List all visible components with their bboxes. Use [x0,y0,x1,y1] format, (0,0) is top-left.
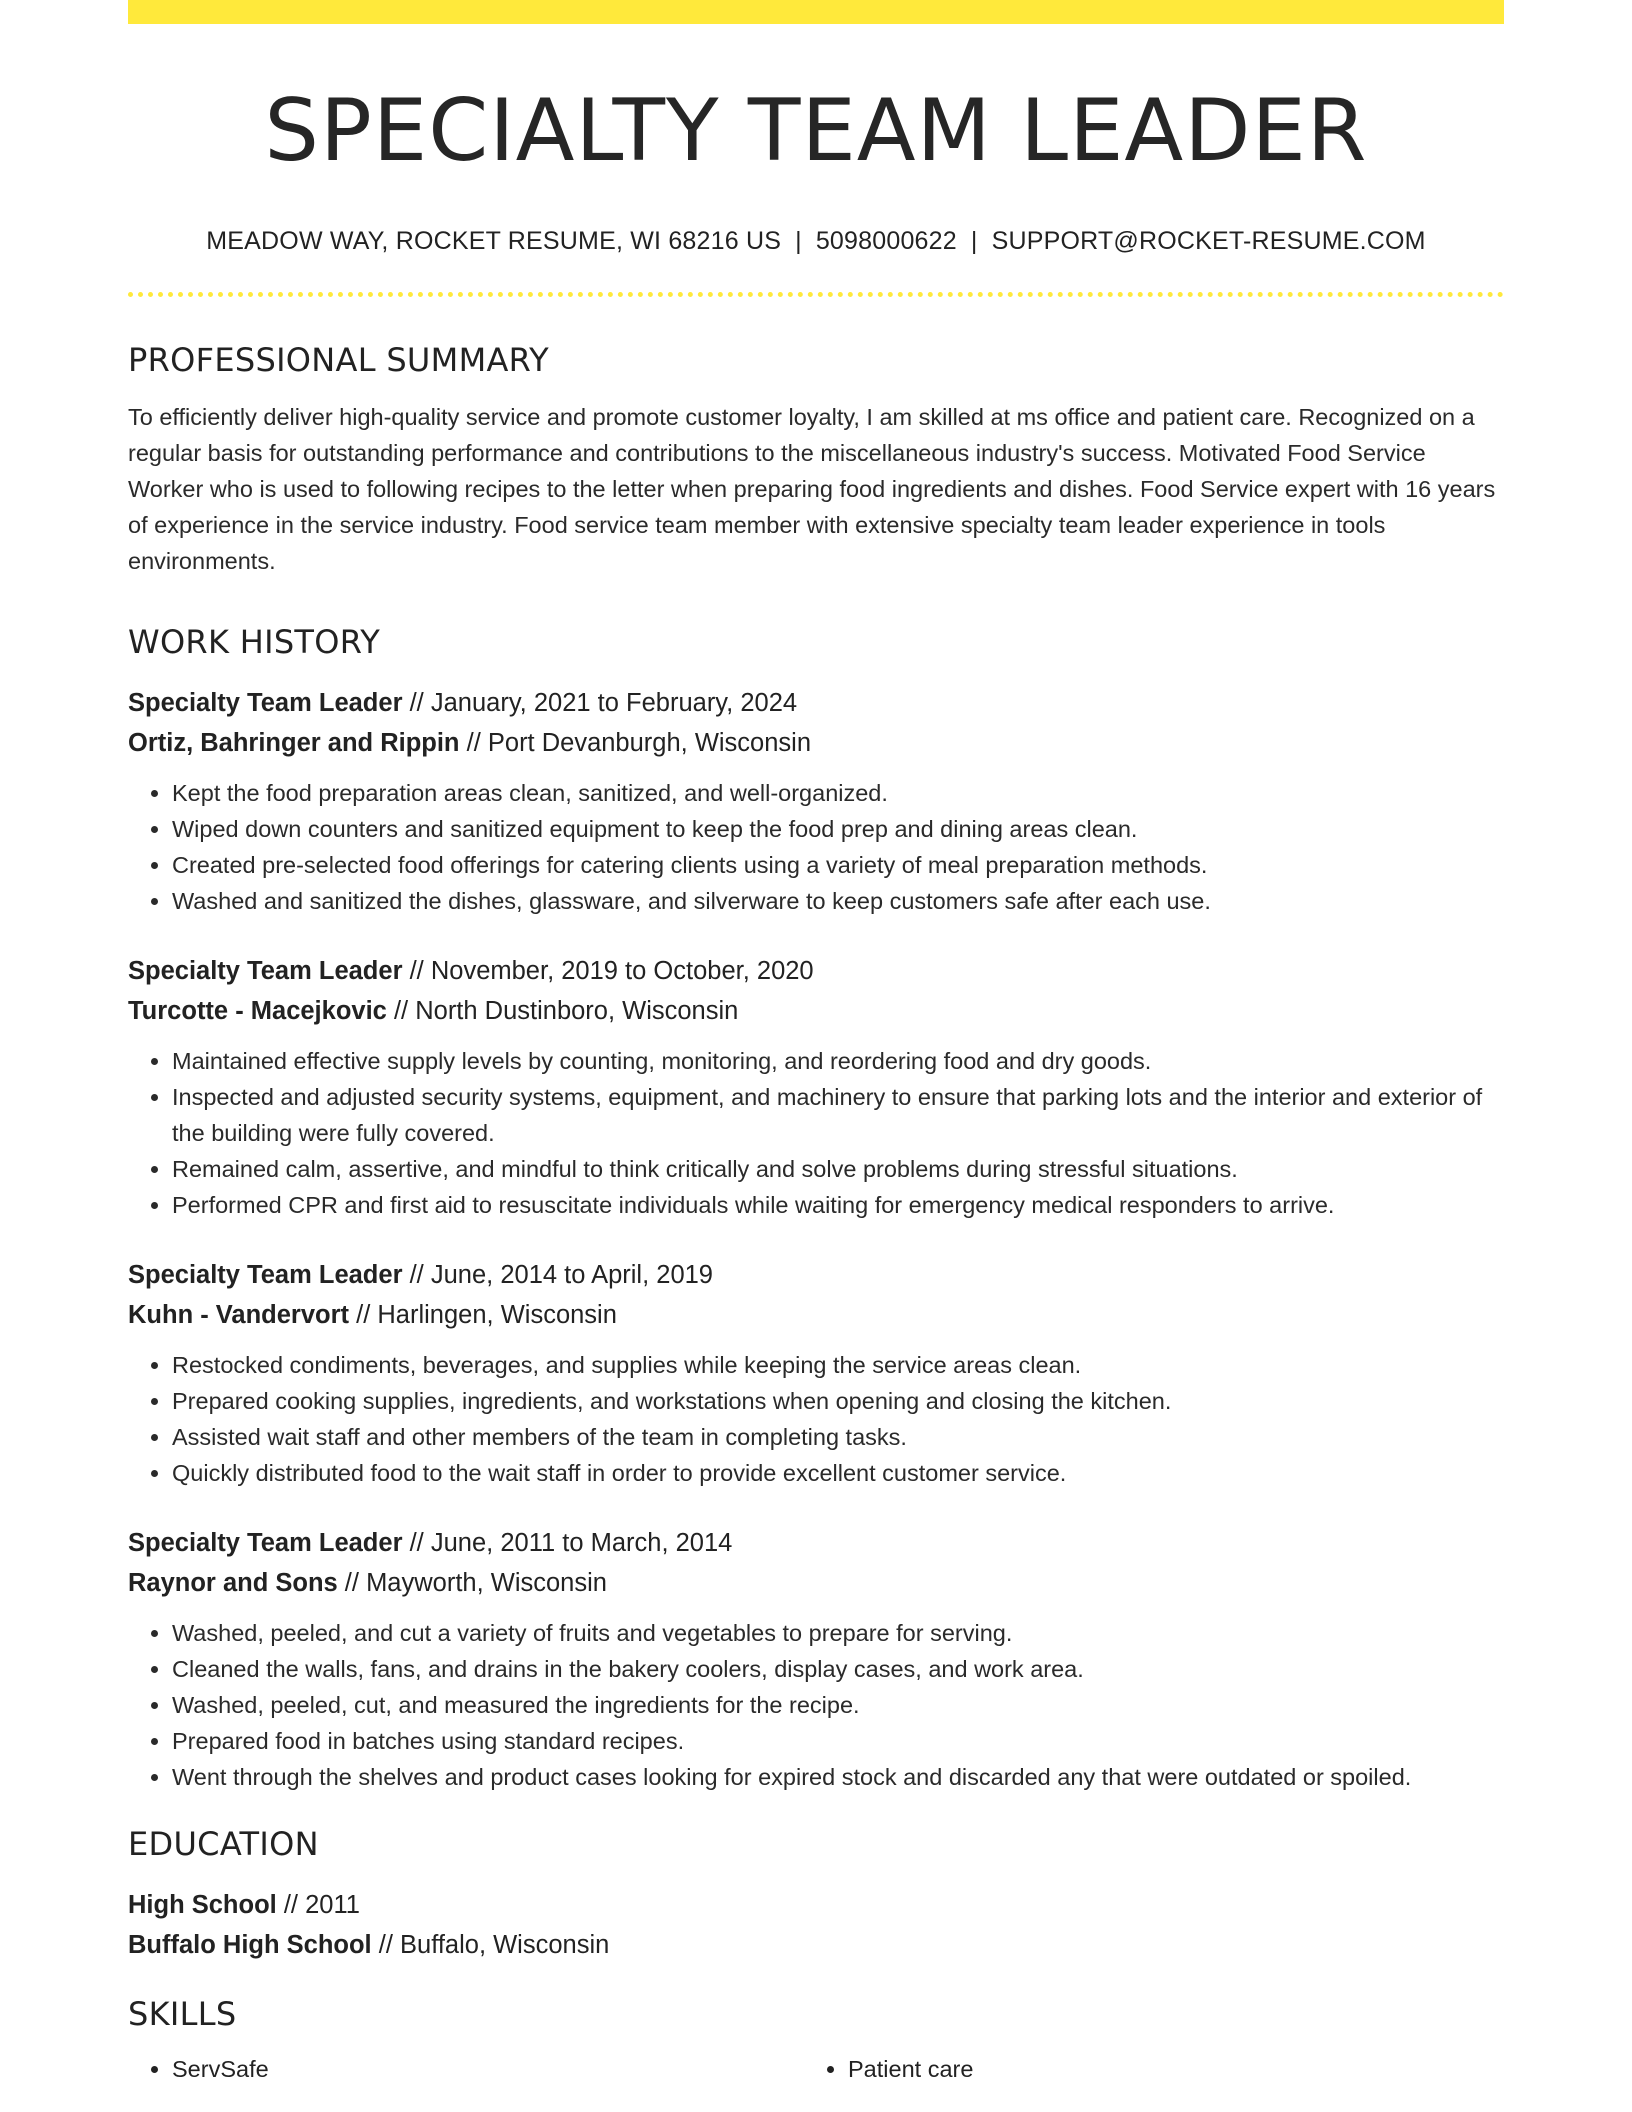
job-separator: // [344,1568,359,1597]
job-title-line [128,951,1504,991]
job-bullet: • Wiped down counters and sanitized equipment to keep the food prep and dining areas clean. [172,811,1504,847]
job-entry [128,683,1504,919]
job-bullet: • Prepared cooking supplies, ingredients, and workstations when opening and closing the kitchen. [172,1383,1504,1419]
job-company-line [128,723,1504,763]
contact-separator: | [795,226,802,255]
job-bullet: • Restocked condiments, beverages, and supplies while keeping the service areas clean. [172,1347,1504,1383]
education-section [128,1825,1504,1965]
work-history-section [128,623,1504,1795]
accent-top-bar [128,0,1504,24]
resume-title: SPECIALTY TEAM LEADER [264,81,1368,181]
job-separator: // [409,1528,424,1557]
job-separator: // [466,728,481,757]
job-bullet: • Washed and sanitized the dishes, glassware, and silverware to keep customers safe after each use. [172,883,1504,919]
job-entry [128,1523,1504,1795]
job-separator: // [409,956,424,985]
job-company: Raynor and Sons [128,1568,338,1597]
job-location: Port Devanburgh, Wisconsin [487,728,812,757]
summary-text: To efficiently deliver high-quality service and promote customer loyalty, I am skilled at ms office and patient care. Recognized on a regular basis for outstanding performance and contributions to the miscellaneous industry's success. Motivated Food Service Worker who is used to following recipes to the letter when preparing food ingredients and dishes. Food Service expert with 16 years of experience in the service industry. Food service team member with extensive specialty team leader experience in tools environments. [128,403,1496,574]
job-bullet: • Inspected and adjusted security systems, equipment, and machinery to ensure that parking lots and the interior and exterior of the building were fully covered. [172,1079,1504,1151]
contact-address: MEADOW WAY, ROCKET RESUME, WI 68216 US [206,226,782,255]
job-location: Mayworth, Wisconsin [366,1568,607,1597]
education-location: Buffalo, Wisconsin [400,1930,610,1959]
job-title: Specialty Team Leader [128,956,403,985]
job-dates: June, 2014 to April, 2019 [430,1260,713,1289]
job-bullet: • Went through the shelves and product cases looking for expired stock and discarded any that were outdated or spoiled. [172,1759,1504,1795]
job-bullet: • Created pre-selected food offerings for catering clients using a variety of meal preparation methods. [172,847,1504,883]
education-separator: // [283,1890,299,1919]
education-degree: High School [128,1890,277,1919]
job-title-line [128,1255,1504,1295]
job-dates: January, 2021 to February, 2024 [430,688,798,717]
work-history-heading: WORK HISTORY [128,622,381,661]
job-bullet: • Washed, peeled, cut, and measured the ingredients for the recipe. [172,1687,1504,1723]
job-dates: June, 2011 to March, 2014 [430,1528,733,1557]
skills-heading: SKILLS [128,1994,237,2033]
job-location: North Dustinboro, Wisconsin [415,996,739,1025]
job-bullet: • Cleaned the walls, fans, and drains in the bakery coolers, display cases, and work area. [172,1651,1504,1687]
job-title: Specialty Team Leader [128,688,403,717]
job-company: Ortiz, Bahringer and Rippin [128,728,460,757]
contact-email: SUPPORT@ROCKET-RESUME.COM [991,226,1426,255]
job-company-line [128,1295,1504,1335]
jobs-list [128,683,1504,1795]
job-title-line [128,1523,1504,1563]
job-separator: // [393,996,409,1025]
job-entry [128,951,1504,1223]
job-bullets [128,775,1504,919]
contact-separator: | [970,226,978,255]
skills-section [128,1995,1504,2087]
job-bullet: • Assisted wait staff and other members of the team in completing tasks. [172,1419,1504,1455]
job-bullet: • Kept the food preparation areas clean, sanitized, and well-organized. [172,775,1504,811]
job-separator: // [409,688,424,717]
job-separator: // [409,1260,424,1289]
skills-left-column [128,2051,804,2087]
summary-heading: PROFESSIONAL SUMMARY [128,340,549,379]
contact-phone: 5098000622 [815,226,957,255]
job-bullets [128,1615,1504,1795]
professional-summary-section [128,341,1504,579]
job-location: Harlingen, Wisconsin [377,1300,617,1329]
job-company-line [128,991,1504,1031]
skills-grid [128,2051,1504,2087]
job-title: Specialty Team Leader [128,1528,403,1557]
job-company: Turcotte - Macejkovic [128,996,387,1025]
job-title: Specialty Team Leader [128,1260,403,1289]
job-bullet: • Maintained effective supply levels by counting, monitoring, and reordering food and dry goods. [172,1043,1504,1079]
job-company-line [128,1563,1504,1603]
job-company: Kuhn - Vandervort [128,1300,350,1329]
job-entry [128,1255,1504,1491]
education-degree-line [128,1885,1504,1925]
job-bullet: • Quickly distributed food to the wait staff in order to provide excellent customer service. [172,1455,1504,1491]
job-title-line [128,683,1504,723]
skill-item: • ServSafe [172,2051,804,2087]
job-bullet: • Washed, peeled, and cut a variety of fruits and vegetables to prepare for serving. [172,1615,1504,1651]
education-heading: EDUCATION [128,1824,319,1863]
education-school-line [128,1925,1504,1965]
education-school: Buffalo High School [128,1930,372,1959]
dotted-divider [128,292,1504,297]
education-year: 2011 [305,1890,360,1919]
skills-right-column [804,2051,1480,2087]
job-bullet: • Performed CPR and first aid to resuscitate individuals while waiting for emergency medical responders to arrive. [172,1187,1504,1223]
job-bullets [128,1043,1504,1223]
job-bullets [128,1347,1504,1491]
resume-page [128,0,1504,2087]
job-separator: // [356,1300,371,1329]
job-bullet: • Prepared food in batches using standard recipes. [172,1723,1504,1759]
job-dates: November, 2019 to October, 2020 [430,956,814,985]
job-bullet: • Remained calm, assertive, and mindful to think critically and solve problems during stressful situations. [172,1151,1504,1187]
contact-line [128,227,1504,256]
education-separator: // [378,1930,393,1959]
skill-item: • Patient care [848,2051,1480,2087]
